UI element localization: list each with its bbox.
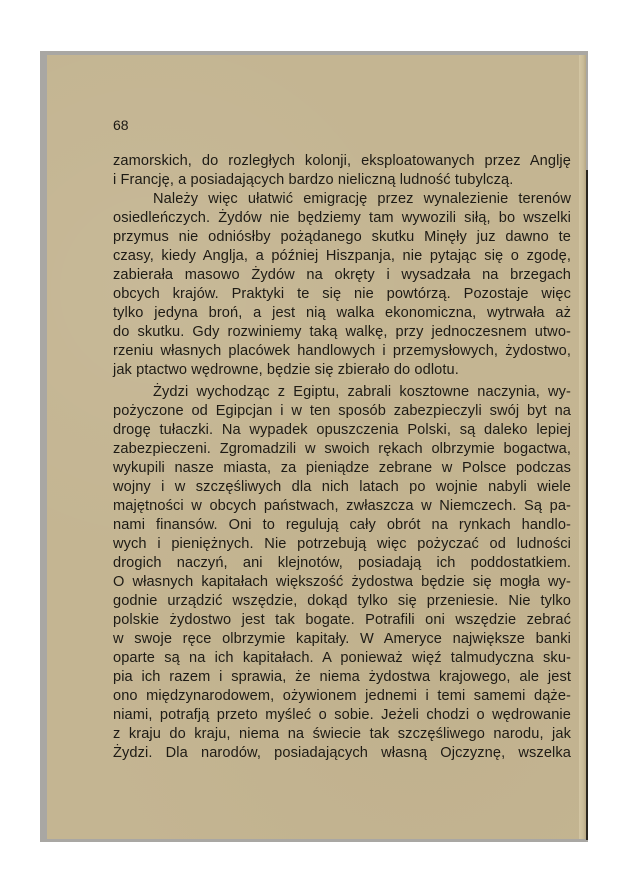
text-line: Należy więc ułatwić emigrację przez wynalezienie terenów xyxy=(153,191,571,207)
text-line: i Francję, a posiadających bardzo nieliczną ludność tubylczą. xyxy=(113,172,514,188)
text-line: drogę tułaczki. Na wypadek opuszczenia Polski, są daleko lepiej xyxy=(113,422,571,438)
text-line: w swoje ręce olbrzymie kapitały. W Ameryce największe banki xyxy=(113,631,571,647)
text-line: rzeniu własnych placówek handlowych i przemysłowych, żydostwo, xyxy=(113,343,571,359)
text-line: osiedleńczych. Żydów nie będziemy tam wywozili siłą, bo wszelki xyxy=(113,210,571,226)
page-edge-shadow xyxy=(586,170,588,840)
text-line: godnie urządzić wszędzie, dokąd tylko się przeniesie. Nie tylko xyxy=(113,593,571,609)
text-line: majętności w obcych państwach, zwłaszcza w Niemczech. Są pa- xyxy=(113,498,571,514)
text-line: nami finansów. Oni to regulują cały obrót na rynkach handlo- xyxy=(113,517,571,533)
text-line: jak ptactwo wędrowne, będzie się zbierało do odlotu. xyxy=(113,362,459,378)
page-number: 68 xyxy=(113,117,129,133)
text-line: przymus nie odniósłby pożądanego skutku Minęły juz dawno te xyxy=(113,229,571,245)
text-line: czasy, kiedy Anglja, a później Hiszpanja, nie pytając się o zgodę, xyxy=(113,248,571,264)
text-line: pożyczone od Egipcjan i w ten sposób zabezpieczyli swój byt na xyxy=(113,403,571,419)
text-line: z kraju do kraju, niema na świecie tak szczęśliwego narodu, jak xyxy=(113,726,571,742)
text-line: tylko jedyna broń, a jest nią walka ekonomiczna, wytrwała aż xyxy=(113,305,571,321)
body-text xyxy=(113,152,571,763)
text-line: Żydzi. Dla narodów, posiadających własną Ojczyznę, wszelka xyxy=(113,745,571,761)
text-line: drogich naczyń, ani klejnotów, posiadają ich poddostatkiem. xyxy=(113,555,571,571)
text-line: polskie żydostwo jest tak bogate. Potrafili oni wszędzie zebrać xyxy=(113,612,571,628)
text-line: wych i pieniężnych. Nie potrzebują więc pożyczać od ludności xyxy=(113,536,571,552)
text-line: zabierała masowo Żydów na okręty i wysadzała na brzegach xyxy=(113,267,571,283)
text-line: Żydzi wychodząc z Egiptu, zabrali kosztowne naczynia, wy- xyxy=(153,384,571,400)
text-line: do skutku. Gdy rozwiniemy taką walkę, przy jednoczesnem utwo- xyxy=(113,324,571,340)
text-line: zabezpieczeni. Zgromadzili w swoich rękach olbrzymie bogactwa, xyxy=(113,441,571,457)
text-line: ono międzynarodowem, ożywionem jednemi i temi samemi dąże- xyxy=(113,688,571,704)
text-line: wykupili nasze miasta, za pieniądze zebrane w Polsce podczas xyxy=(113,460,571,476)
text-line: O własnych kapitałach większość żydostwa będzie się mogła wy- xyxy=(113,574,571,590)
text-line: pia ich razem i sprawia, że niema żydostwa krajowego, ale jest xyxy=(113,669,571,685)
text-line: wojny i w szczęśliwych dla nich latach po wojnie nabyli wiele xyxy=(113,479,571,495)
text-line: obcych krajów. Praktyki te się nie powtórzą. Pozostaje więc xyxy=(113,286,571,302)
text-line: zamorskich, do rozległych kolonji, eksploatowanych przez Anglję xyxy=(113,153,571,169)
page-edge xyxy=(579,55,586,839)
text-line: oparte są na ich kapitałach. A ponieważ więź talmudyczna sku- xyxy=(113,650,571,666)
text-line: niami, potrafją przeto myśleć o sobie. Jeżeli chodzi o wędrowanie xyxy=(113,707,571,723)
